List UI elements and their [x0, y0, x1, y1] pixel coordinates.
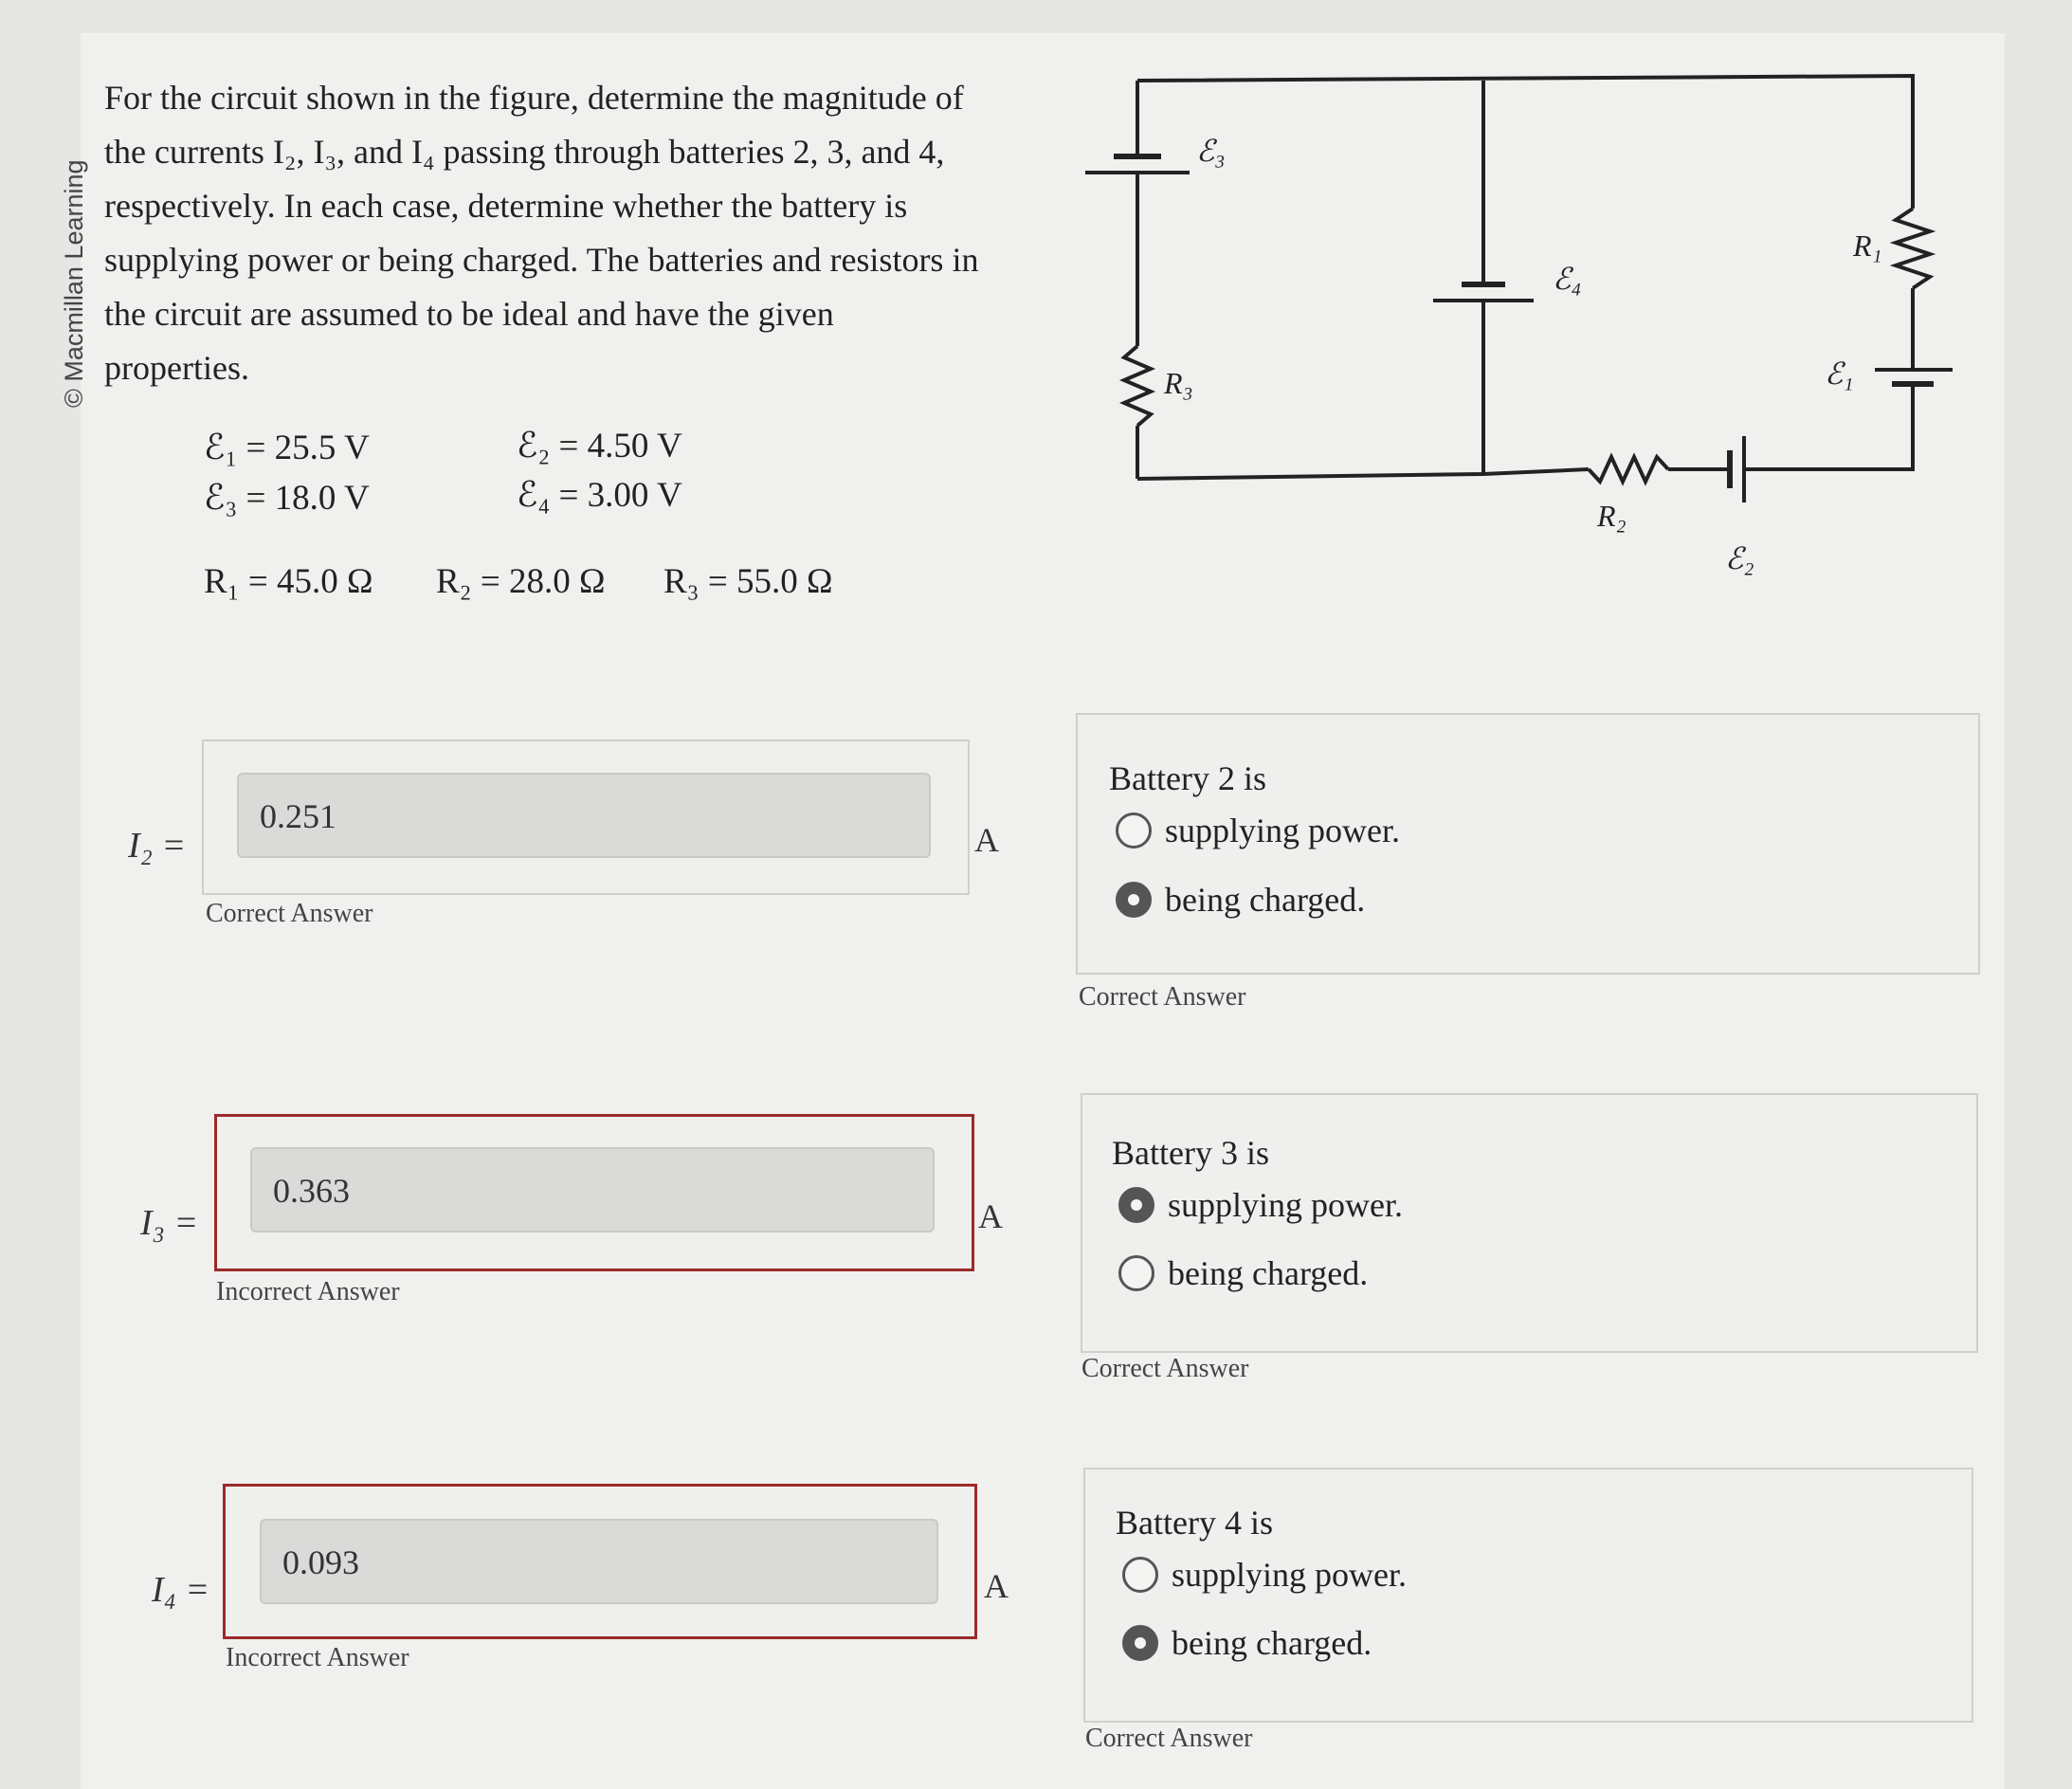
- given-r1: R₁ = 45.0 Ω: [204, 562, 373, 601]
- battery2-charged-text: being charged.: [1165, 881, 1366, 919]
- battery4-charged-radio[interactable]: [1122, 1625, 1158, 1661]
- i3-label: I₃ =: [140, 1203, 199, 1243]
- copyright-credit: © Macmillan Learning: [60, 159, 88, 408]
- battery4-supplying-radio[interactable]: [1122, 1557, 1158, 1593]
- label-e3: ℰ₃: [1196, 134, 1226, 168]
- bottom-wire: [1137, 469, 1589, 479]
- label-r3: R₃: [1164, 366, 1193, 400]
- i3-input[interactable]: 0.363: [250, 1147, 935, 1232]
- label-e4: ℰ₄: [1553, 262, 1582, 296]
- battery3-feedback: Correct Answer: [1081, 1354, 1249, 1383]
- i4-label: I₄ =: [152, 1570, 210, 1610]
- r3-resistor: [1124, 346, 1151, 426]
- i3-feedback: Incorrect Answer: [216, 1277, 400, 1306]
- battery3-option-supplying[interactable]: [1118, 1185, 1403, 1225]
- i2-input[interactable]: 0.251: [237, 773, 931, 858]
- given-e4: ℰ₄ = 3.00 V: [517, 476, 682, 515]
- battery3-supplying-radio[interactable]: [1118, 1187, 1154, 1223]
- given-r2: R₂ = 28.0 Ω: [436, 562, 606, 601]
- i2-label: I₂ =: [128, 826, 187, 866]
- battery2-option-supplying[interactable]: [1116, 811, 1400, 850]
- i4-feedback: Incorrect Answer: [226, 1643, 409, 1672]
- label-r1: R₁: [1853, 228, 1882, 263]
- battery4-charged-text: being charged.: [1172, 1624, 1372, 1662]
- battery4-title: Battery 4 is: [1116, 1504, 1273, 1542]
- battery3-option-charged[interactable]: [1118, 1253, 1368, 1293]
- battery4-feedback: Correct Answer: [1085, 1724, 1253, 1753]
- i4-input[interactable]: 0.093: [260, 1519, 938, 1604]
- r2-resistor: [1589, 457, 1668, 482]
- label-r2: R₂: [1597, 499, 1627, 533]
- battery2-title: Battery 2 is: [1109, 759, 1266, 797]
- circuit-diagram: [1062, 57, 1990, 607]
- battery2-supplying-text: supplying power.: [1165, 812, 1400, 849]
- top-wire: [1137, 76, 1913, 209]
- i3-unit: A: [978, 1197, 1003, 1235]
- battery2-supplying-radio[interactable]: [1116, 812, 1152, 849]
- battery4-supplying-text: supplying power.: [1172, 1556, 1407, 1594]
- i4-unit: A: [984, 1567, 1009, 1605]
- given-e3: ℰ₃ = 18.0 V: [204, 479, 370, 518]
- battery3-supplying-text: supplying power.: [1168, 1186, 1403, 1224]
- given-e2: ℰ₂ = 4.50 V: [517, 427, 682, 466]
- right-wire-lower: [1744, 384, 1913, 469]
- battery2-feedback: Correct Answer: [1079, 982, 1246, 1012]
- given-r3: R₃ = 55.0 Ω: [663, 562, 833, 601]
- battery2-charged-radio[interactable]: [1116, 882, 1152, 918]
- battery2-option-charged[interactable]: [1116, 880, 1365, 920]
- question-text: For the circuit shown in the figure, determine the magnitude of the currents I₂, I₃, and I₄ passing through batteries 2, 3, and 4, respectively. In each case, determine whether the battery is supplying power or being charged. The batteries and resistors in the circuit are assumed to be ideal and have the given properties.: [104, 79, 979, 387]
- i2-unit: A: [974, 821, 999, 859]
- given-e1: ℰ₁ = 25.5 V: [204, 429, 370, 467]
- battery3-charged-text: being charged.: [1168, 1254, 1369, 1292]
- label-e1: ℰ₁: [1825, 356, 1854, 391]
- i2-feedback: Correct Answer: [206, 899, 373, 928]
- battery3-charged-radio[interactable]: [1118, 1255, 1154, 1291]
- battery3-title: Battery 3 is: [1112, 1134, 1269, 1172]
- battery4-option-charged[interactable]: [1122, 1623, 1372, 1663]
- battery4-option-supplying[interactable]: [1122, 1555, 1407, 1595]
- r1-resistor: [1896, 209, 1930, 288]
- label-e2: ℰ₂: [1725, 541, 1754, 575]
